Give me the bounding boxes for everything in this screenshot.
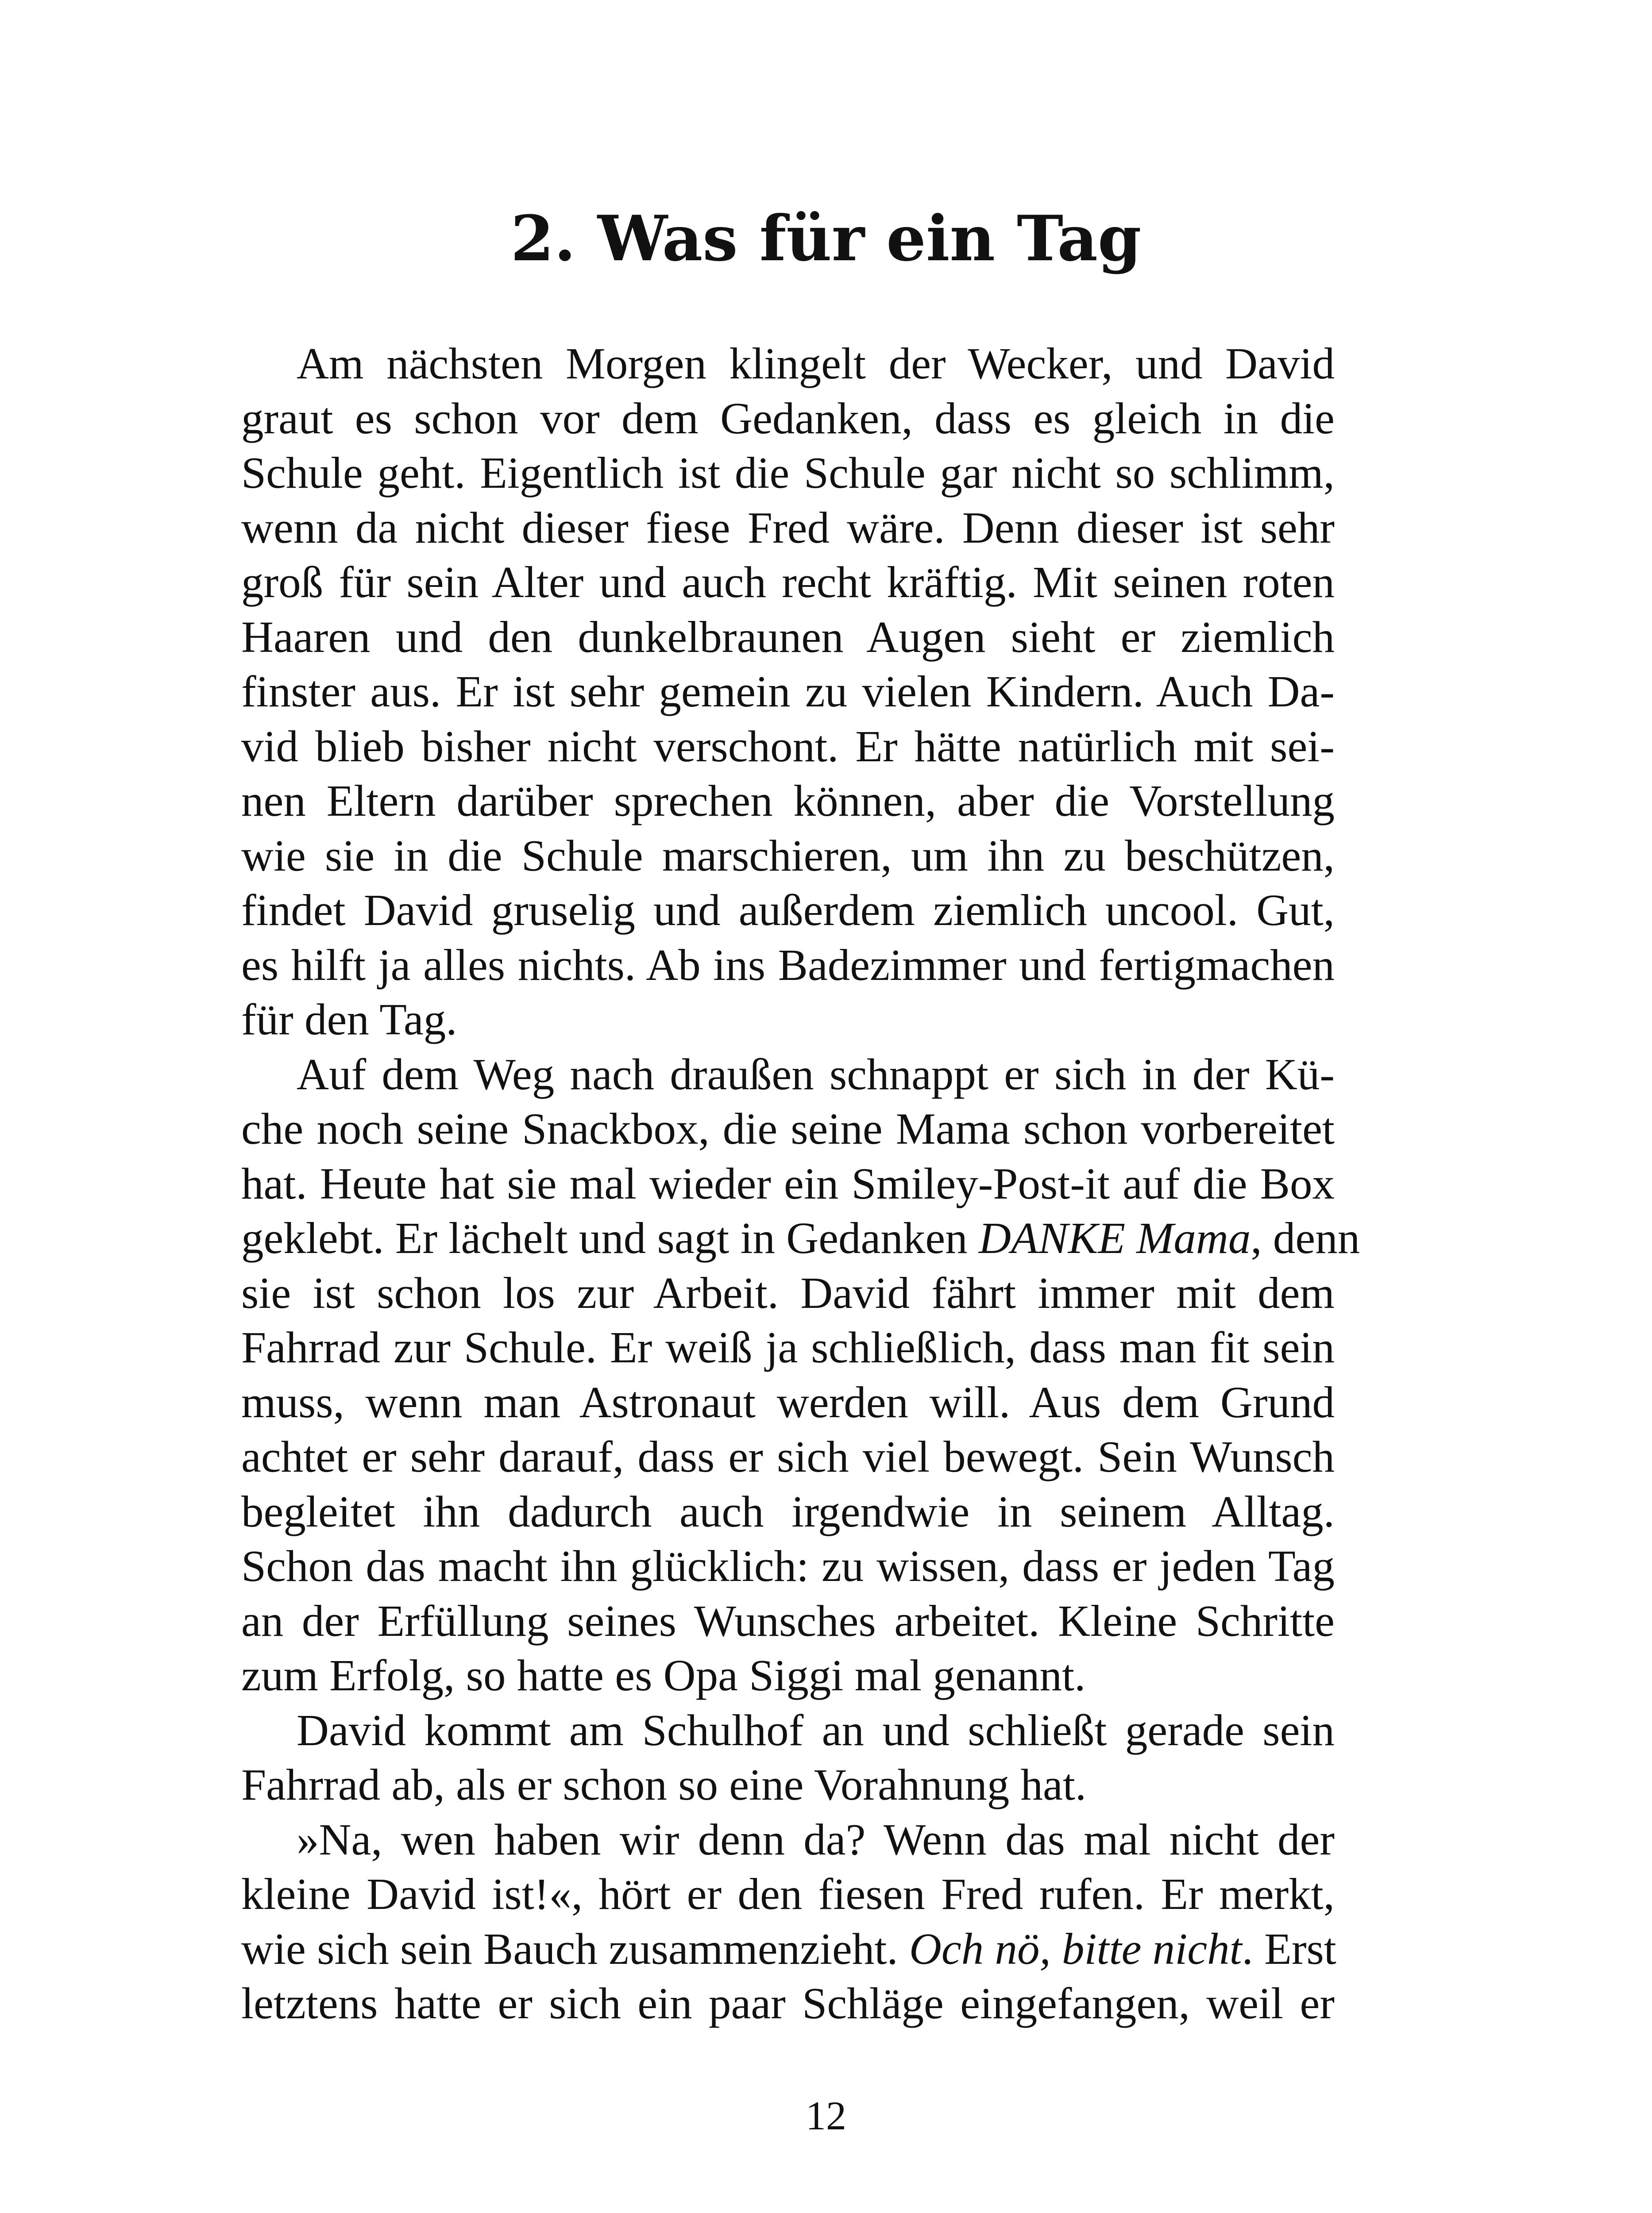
paragraph-1 <box>241 336 1335 1047</box>
paragraph-4 <box>241 1812 1335 2031</box>
text-line: Fahrrad zur Schule. Er weiß ja schließlich, dass man fit sein <box>241 1322 1335 1372</box>
text-line: achtet er sehr darauf, dass er sich viel bewegt. Sein Wunsch <box>241 1432 1335 1481</box>
text-line: David kommt am Schulhof an und schließt gerade sein <box>297 1705 1335 1755</box>
text-line: für den Tag. <box>241 995 457 1044</box>
text-line: begleitet ihn dadurch auch irgendwie in seinem Alltag. <box>241 1486 1335 1536</box>
text-segment: . Erst <box>1242 1924 1336 1974</box>
text-line: muss, wenn man Astronaut werden will. Aus dem Grund <box>241 1377 1335 1427</box>
text-line: Schon das macht ihn glücklich: zu wissen, dass er jeden Tag <box>241 1541 1335 1591</box>
paragraph-3 <box>241 1703 1335 1812</box>
text-line: Am nächsten Morgen klingelt der Wecker, und David <box>297 339 1335 388</box>
text-line-with-italic <box>241 1211 1360 1266</box>
body-text <box>241 336 1360 2031</box>
text-line: hat. Heute hat sie mal wieder ein Smiley-Post-it auf die Box <box>241 1158 1335 1208</box>
text-line: es hilft ja alles nichts. Ab ins Badezimmer und fertigmachen <box>241 940 1335 990</box>
text-line: zum Erfolg, so hatte es Opa Siggi mal genannt. <box>241 1650 1086 1700</box>
text-line: Schule geht. Eigentlich ist die Schule gar nicht so schlimm, <box>241 448 1335 497</box>
text-line: letztens hatte er sich ein paar Schläge eingefangen, weil er <box>241 1978 1335 2028</box>
text-line: graut es schon vor dem Gedanken, dass es gleich in die <box>241 393 1335 443</box>
text-line-with-italic <box>241 1922 1335 1977</box>
text-line: Fahrrad ab, als er schon so eine Vorahnung hat. <box>241 1760 1087 1809</box>
text-segment: geklebt. Er lächelt und sagt in Gedanken <box>241 1213 979 1263</box>
text-line: vid blieb bisher nicht verschont. Er hätte natürlich mit sei- <box>241 721 1335 771</box>
text-line: wenn da nicht dieser fiese Fred wäre. Denn dieser ist sehr <box>241 502 1335 552</box>
text-line: Auf dem Weg nach draußen schnappt er sich in der Kü- <box>297 1049 1335 1099</box>
page-number: 12 <box>806 2093 846 2138</box>
paragraph-2 <box>241 1047 1360 1703</box>
italic-thought: DANKE Mama <box>978 1213 1251 1263</box>
text-line: kleine David ist!«, hört er den fiesen Fred rufen. Er merkt, <box>241 1869 1335 1919</box>
text-line: che noch seine Snackbox, die seine Mama schon vorbereitet <box>241 1104 1335 1153</box>
text-line: wie sie in die Schule marschieren, um ihn zu beschützen, <box>241 830 1335 880</box>
text-line: sie ist schon los zur Arbeit. David fährt immer mit dem <box>241 1268 1335 1318</box>
text-line: an der Erfüllung seines Wunsches arbeitet. Kleine Schritte <box>241 1596 1335 1646</box>
text-line: nen Eltern darüber sprechen können, aber die Vorstellung <box>241 776 1335 825</box>
text-line: finster aus. Er ist sehr gemein zu vielen Kindern. Auch Da- <box>241 667 1335 716</box>
chapter-title: 2. Was für ein Tag <box>510 202 1142 275</box>
text-line: »Na, wen haben wir denn da? Wenn das mal nicht der <box>297 1814 1335 1864</box>
italic-thought: Och nö, bitte nicht <box>909 1924 1242 1974</box>
text-segment: wie sich sein Bauch zusammenzieht. <box>241 1924 909 1974</box>
text-line: groß für sein Alter und auch recht kräftig. Mit seinen roten <box>241 557 1335 607</box>
text-line: findet David gruselig und außerdem ziemlich uncool. Gut, <box>241 885 1335 935</box>
text-segment: , denn <box>1251 1213 1360 1263</box>
text-line: Haaren und den dunkelbraunen Augen sieht er ziemlich <box>241 612 1335 662</box>
